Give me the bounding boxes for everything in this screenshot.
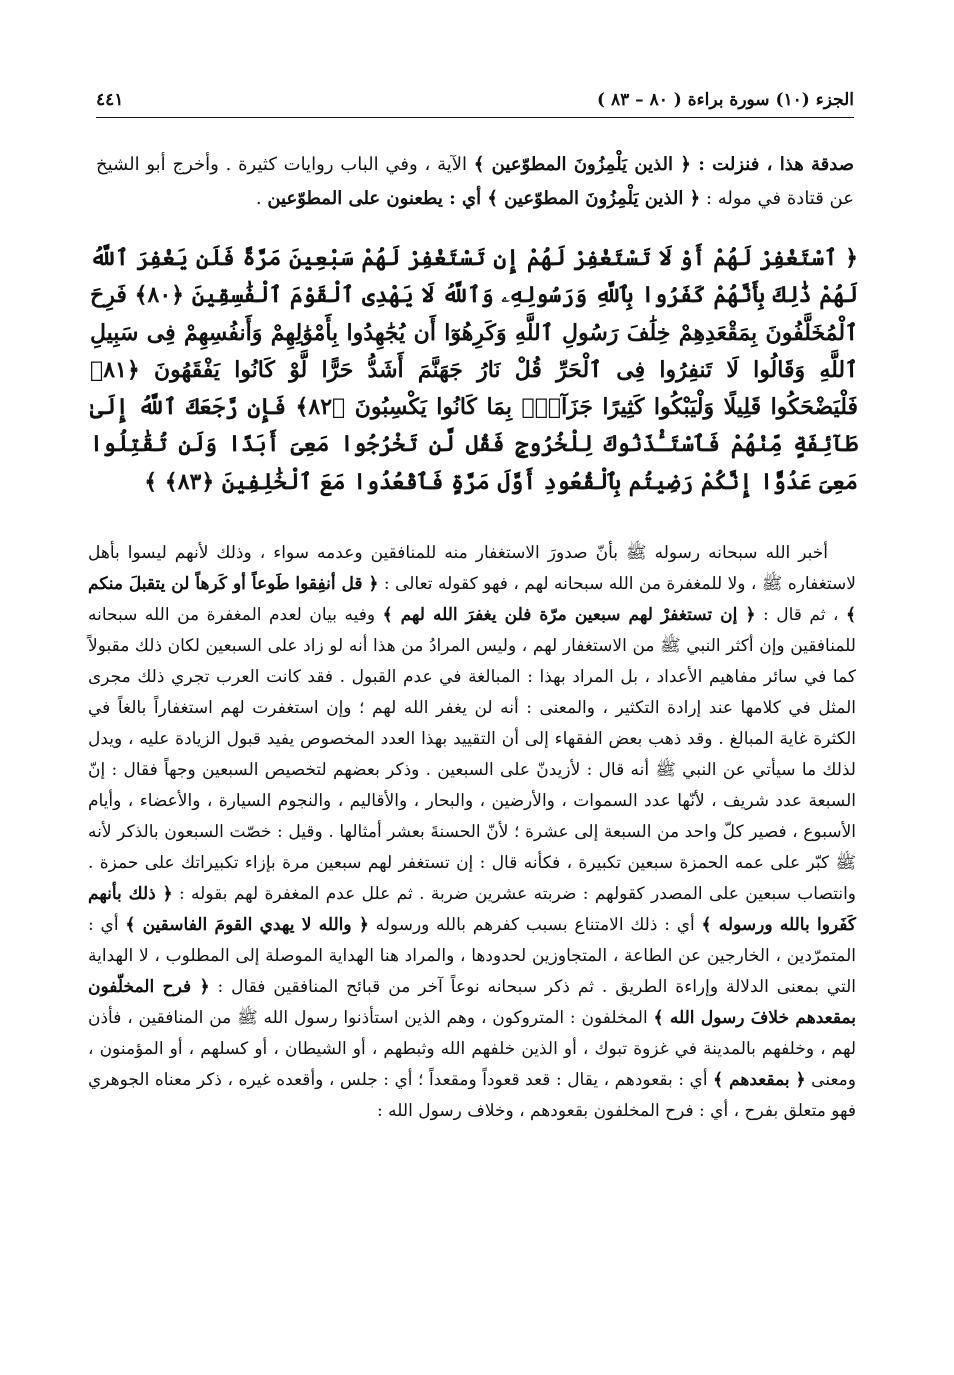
commentary-text: المخلفون : المتروكون ، وهم الذين استأذنوا رسول الله ﷺ من المنافقين ، فأذن لهم ، وخلفهم بالمدينة في غزوة تبوك ، أو الذين خلفهم الله وثبطهم ، أو الشيطان ، أو كسلهم ، أو المؤمنون ، ومعنى [88, 1008, 856, 1090]
commentary-text: أي : ذلك الامتناع بسبب كفرهم بالله ورسوله [368, 915, 702, 935]
commentary-quote: ﴿ إن تستغفرْ لهم سبعين مرّة فلن يغفرَ الله لهم ﴾ [382, 605, 756, 625]
commentary-text: ، ثم قال : [755, 605, 847, 625]
page-number: ٤٤١ [96, 90, 124, 110]
commentary-text: أخبر الله سبحانه رسوله ﷺ بأنّ صدورَ الاستغفار منه للمنافقين وعدمه سواء ، وذلك لأنهم ليسوا بأهل لاستغفاره ﷺ ، ولا للمغفرة من الله سبحانه لهم ، فهو كقوله تعالى : [88, 543, 856, 594]
intro-text: الآية ، وفي الباب روايات كثيرة . وأخرج أبو الشيخ عن قتادة في موله : [96, 154, 854, 209]
quran-verses [90, 240, 858, 501]
commentary-quote: ﴿ قل أنفِقوا طَوعاً أو كَرهاً لن يتقبلَ منكم ﴾ [88, 574, 856, 625]
intro-quote: ﴿ الذين يَلْمِزُونَ المطوّعين ﴾ [473, 154, 691, 175]
header-divider [96, 117, 854, 118]
intro-quote: ﴿ الذين يَلْمِزُونَ المطوّعين ﴾ أي : يطعنون على المطوّعين [267, 188, 701, 209]
page-header [96, 84, 854, 118]
commentary-quote: ﴿ بمقعدهم ﴾ [713, 1070, 806, 1090]
intro-paragraph [96, 148, 854, 216]
commentary-text: وفيه بيان لعدم المغفرة من الله سبحانه للمنافقين وإن أكثر النبي ﷺ من الاستغفار لهم ، وليس المرادُ من هذا أنه لو زاد على السبعين لكان ذلك مقبولاً كما في سائر مفاهيم الأعداد ، بل المراد بهذا : المبالغة في عدم القبول . فقد كانت العرب تجري ذلك مجرى المثل في كلامها عند إرادة التكثير ، والمعنى : أنه لن يغفر الله لهم ؛ وإن استغفرت لهم استغفاراً بالغاً في الكثرة غاية المبالغ . وقد ذهب بعض الفقهاء إلى أن التقييد بهذا العدد المخصوص يفيد قبول الزيادة عليه ، ويدل لذلك ما سيأتي عن النبي ﷺ أنه قال : لأزيدنّ على السبعين . وذكر بعضهم لتخصيص السبعين وجهاً فقال : إنّ السبعة عدد شريف ، لأنّها عدد السموات ، والأرضين ، والبحار ، والأقاليم ، والنجوم السيارة ، والأعضاء ، وأيام الأسبوع ، فصير كلّ واحد من السبعة إلى عشرة ؛ لأنّ الحسنةَ بعشر أمثالها . وقيل : خصّت السبعون بالذكر لأنه ﷺ كبّر على عمه الحمزة سبعين تكبيرة ، فكأنه قال : إن تستغفر لهم سبعين مرة بإزاء تكبيراتك على حمزة . وانتصاب سبعين على المصدر كقولهم : ضربته عشرين ضربة . ثم علل عدم المغفرة لهم بقوله : [88, 605, 857, 904]
running-title: الجزء (١٠) سورة براءة ( ٨٠ – ٨٣ ) [597, 90, 854, 110]
intro-text: . [255, 188, 268, 209]
intro-text: صدقة هذا ، فنزلت : [690, 154, 855, 175]
commentary-text: أي : المتمرّدين ، الخارجين عن الطاعة ، المتجاوزين لحدودها ، والمراد هنا الهداية الموصلة إلى المطلوب ، لا الهداية التي بمعنى الدلالة وإراءة الطريق . ثم ذكر سبحانه نوعاً آخر من قبائح المنافقين فقال : [88, 915, 856, 997]
commentary-quote: ﴿ فرح المخلّفون بمقعدهم خلافَ رسول الله ﴾ [88, 977, 856, 1028]
ayah-text: ﴿ ٱسْتَغْفِرْ لَهُمْ أَوْ لَا تَسْتَغْفِرْ لَهُمْ إِن تَسْتَغْفِرْ لَهُمْ سَبْعِينَ مَرَّةً فَلَن يَغْفِرَ ٱللَّهُ لَهُمْ ذَٰلِكَ بِأَنَّهُمْ كَفَرُوا بِٱللَّهِ وَرَسُولِهِۦ وَٱللَّهُ لَا يَهْدِى ٱلْقَوْمَ ٱلْفَٰسِقِينَ ﴿٨٠﴾ فَرِحَ ٱلْمُخَلَّفُونَ بِمَقْعَدِهِمْ خِلَٰفَ رَسُولِ ٱللَّهِ وَكَرِهُوٓا أَن يُجَٰهِدُوا بِأَمْوَٰلِهِمْ وَأَنفُسِهِمْ فِى سَبِيلِ ٱللَّهِ وَقَالُوا لَا تَنفِرُوا فِى ٱلْحَرِّ قُلْ نَارُ جَهَنَّمَ أَشَدُّ حَرًّا لَّوْ كَانُوا يَفْقَهُونَ ﴿٨١﴾ فَلْيَضْحَكُوا قَلِيلًا وَلْيَبْكُوا كَثِيرًا جَزَآءًۢ بِمَا كَانُوا يَكْسِبُونَ ﴿٨٢﴾ فَإِن رَّجَعَكَ ٱللَّهُ إِلَىٰ طَآئِفَةٍ مِّنْهُمْ فَٱسْتَـْٔذَنُوكَ لِلْخُرُوجِ فَقُل لَّن تَخْرُجُوا مَعِىَ أَبَدًا وَلَن تُقَٰتِلُوا مَعِىَ عَدُوًّا إِنَّكُمْ رَضِيتُم بِٱلْقُعُودِ أَوَّلَ مَرَّةٍ فَٱقْعُدُوا مَعَ ٱلْخَٰلِفِينَ ﴿٨٣﴾ ﴾ [90, 245, 858, 495]
commentary-text: أي : بقعودهم ، يقال : قعد قعوداً ومقعداً ؛ أي : جلس ، وأقعده غيره ، ذكر معناه الجوهري فهو متعلق بفرح ، أي : فرح المخلفون بقعودهم ، وخلاف رسول الله : [88, 1070, 856, 1121]
commentary-quote: ﴿ ذلك بأنهم كَفَروا بالله ورسوله ﴾ [88, 884, 856, 935]
commentary-paragraph [88, 538, 856, 1127]
commentary-quote: ﴿ والله لا يهدي القومَ الفاسقين ﴾ [125, 915, 369, 935]
